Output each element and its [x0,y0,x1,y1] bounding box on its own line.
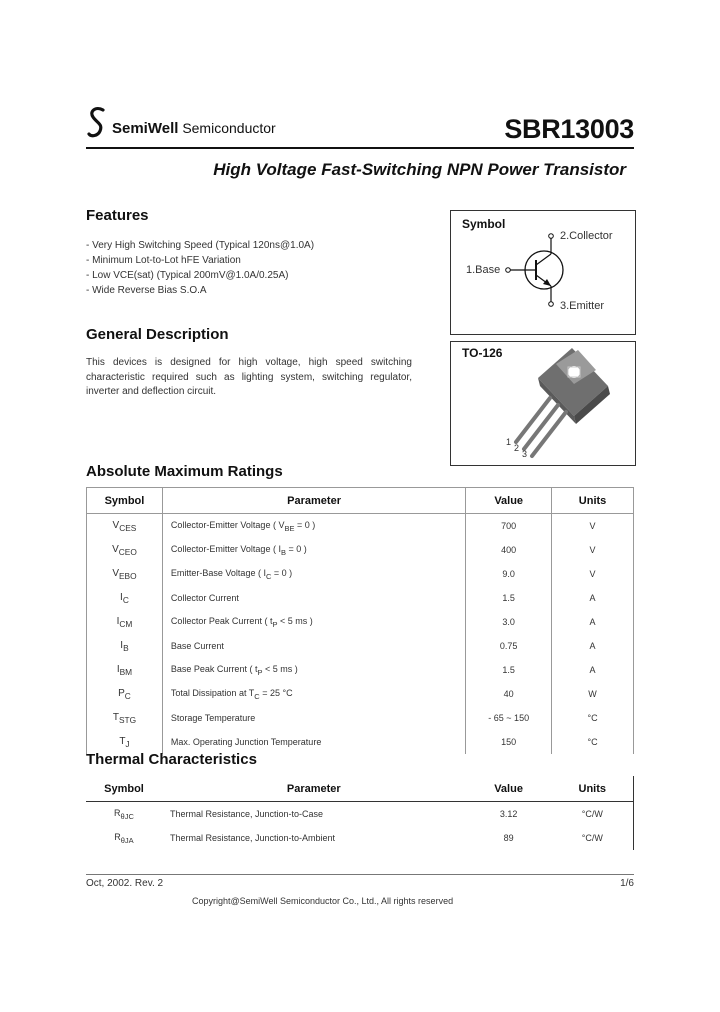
symbol-subscript: C [124,690,131,701]
symbol-cell [87,562,163,586]
table-header-row [86,776,634,802]
parameter-subscript: P [257,667,263,677]
symbol-subscript: θJC [120,811,134,821]
unit-cell: °C/W [552,826,634,850]
symbol-letter: R [114,831,121,842]
table-row [87,706,634,730]
symbol-title: Symbol [462,217,506,231]
footer-copyright: Copyright@SemiWell Semiconductor Co., Ltd., All rights reserved [192,896,454,906]
table-row [87,514,634,539]
parameter-cell [162,562,465,586]
parameter-text: Collector Peak Current ( t [170,615,273,626]
symbol-subscript: CM [119,618,133,629]
symbol-subscript: BM [119,666,133,677]
document-subtitle: High Voltage Fast-Switching NPN Power Transistor [213,160,626,179]
value-cell: 89 [503,833,514,843]
table-row [87,658,634,682]
symbol-cell [87,514,163,539]
col-header-symbol: Symbol [86,776,162,802]
parameter-subscript: C [265,571,272,581]
value-cell: 150 [466,730,552,754]
col-header-value: Value [466,488,552,514]
parameter-text: Storage Temperature [170,713,256,723]
parameter-subscript: B [280,547,286,557]
symbol-cell [87,634,163,658]
symbol-cell [87,586,163,610]
semiwell-logo-icon [86,106,108,140]
parameter-cell [162,658,465,682]
parameter-condition: = 0 ) [271,567,293,578]
value-cell: 1.5 [466,586,552,610]
parameter-condition: = 0 ) [294,519,316,530]
abs-max-table [86,487,634,754]
brand-rest: Semiconductor [182,120,276,136]
pin-2-label: 2 [514,443,520,453]
unit-cell: V [552,562,634,586]
feature-item: - Very High Switching Speed (Typical 120ns@1.0A) [86,240,315,251]
col-header-symbol: Symbol [87,488,163,514]
table-row [87,562,634,586]
feature-item: - Low VCE(sat) (Typical 200mV@1.0A/0.25A) [86,270,289,281]
symbol-letter: V [112,567,119,579]
parameter-cell [162,682,465,706]
parameter-text: Base Peak Current ( t [170,663,258,674]
value-cell: - 65 ~ 150 [466,706,552,730]
parameter-cell [162,706,465,730]
parameter-cell [162,634,465,658]
col-header-units: Units [552,488,634,514]
table-row [87,682,634,706]
description-text: This devices is designed for high voltage, high speed switching characteristic required such as lighting system, switching regulator, inverter and deflection circuit. [86,357,412,397]
unit-cell: V [552,538,634,562]
description-heading: General Description [86,326,229,343]
symbol-subscript: B [123,642,129,653]
symbol-letter: V [112,519,120,531]
unit-cell: °C [552,730,634,754]
emitter-label: 3.Emitter [560,300,605,312]
parameter-condition: = 0 ) [285,543,307,554]
value-cell: 9.0 [466,562,552,586]
parameter-text: Collector-Emitter Voltage ( V [170,519,285,530]
symbol-letter: I [116,615,120,627]
symbol-letter: T [112,711,119,723]
symbol-subscript: CEO [118,546,137,557]
footer-date-revision: Oct, 2002. Rev. 2 [86,878,164,889]
parameter-condition: < 5 ms ) [262,663,298,674]
package-title: TO-126 [462,346,503,360]
value-cell: 400 [466,538,552,562]
value-cell: 40 [466,682,552,706]
unit-cell: °C [552,706,634,730]
parameter-condition: = 25 °C [259,687,293,698]
unit-cell: V [552,514,634,539]
parameter-subscript: C [254,691,260,701]
value-cell: 3.0 [466,610,552,634]
pin-1-label: 1 [506,437,512,447]
col-header-parameter: Parameter [162,776,466,802]
parameter-text: Collector Current [170,593,239,603]
thermal-table [86,776,634,850]
abs-max-heading: Absolute Maximum Ratings [86,463,283,480]
parameter-text: Total Dissipation at T [170,687,255,698]
unit-cell: A [552,610,634,634]
symbol-subscript: EBO [118,570,137,581]
symbol-cell [86,826,162,850]
col-header-units: Units [552,776,634,802]
feature-item: - Wide Reverse Bias S.O.A [86,285,207,296]
symbol-letter: I [120,639,124,651]
parameter-condition: < 5 ms ) [277,615,313,626]
unit-cell: °C/W [552,802,634,827]
unit-cell: A [552,658,634,682]
symbol-subscript: θJA [120,835,134,845]
symbol-letter: V [112,543,119,555]
symbol-cell [87,658,163,682]
features-list [86,238,314,298]
parameter-subscript: BE [284,523,295,533]
symbol-cell [87,706,163,730]
parameter-cell [162,538,465,562]
base-label: 1.Base [466,264,501,276]
parameter-subscript: P [272,619,278,629]
pin-3-label: 3 [522,449,528,459]
table-row [86,826,634,850]
table-row [87,610,634,634]
parameter-text: Max. Operating Junction Temperature [170,737,322,747]
parameter-cell [162,514,465,539]
col-header-value: Value [466,776,552,802]
unit-cell: A [552,586,634,610]
symbol-cell [87,538,163,562]
thermal-heading: Thermal Characteristics [86,751,257,768]
parameter-text: Emitter-Base Voltage ( I [170,567,266,578]
symbol-subscript: CES [119,522,137,533]
parameter-cell: Thermal Resistance, Junction-to-Ambient [169,833,336,843]
value-cell: 0.75 [466,634,552,658]
footer-page-number: 1/6 [620,878,634,889]
brand-bold: SemiWell [112,120,179,137]
symbol-subscript: J [125,738,130,749]
collector-label: 2.Collector [560,230,613,242]
parameter-cell [162,586,465,610]
unit-cell: W [552,682,634,706]
footer-divider [86,874,634,875]
symbol-cell [87,610,163,634]
brand-name [112,120,276,137]
symbol-subscript: STG [118,714,137,725]
feature-item: - Minimum Lot-to-Lot hFE Variation [86,255,241,266]
symbol-cell [86,802,162,827]
to126-package-icon [500,344,620,460]
value-cell: 3.12 [499,809,518,819]
part-number: SBR13003 [504,114,634,144]
table-row [87,586,634,610]
symbol-cell [87,682,163,706]
features-heading: Features [86,207,149,224]
table-row [86,802,634,827]
header-divider [86,147,634,149]
parameter-cell: Thermal Resistance, Junction-to-Case [169,809,324,819]
symbol-letter: P [118,687,125,699]
symbol-letter: I [120,591,123,603]
symbol-letter: T [119,735,126,747]
parameter-cell [162,610,465,634]
value-cell: 700 [466,514,552,539]
symbol-letter: I [116,663,120,675]
value-cell: 1.5 [466,658,552,682]
symbol-subscript: C [122,594,129,605]
parameter-text: Base Current [170,641,224,651]
table-header-row [87,488,634,514]
symbol-letter: R [114,807,121,818]
parameter-text: Collector-Emitter Voltage ( I [170,543,281,554]
table-row [87,634,634,658]
table-row [87,538,634,562]
unit-cell: A [552,634,634,658]
col-header-parameter: Parameter [162,488,465,514]
